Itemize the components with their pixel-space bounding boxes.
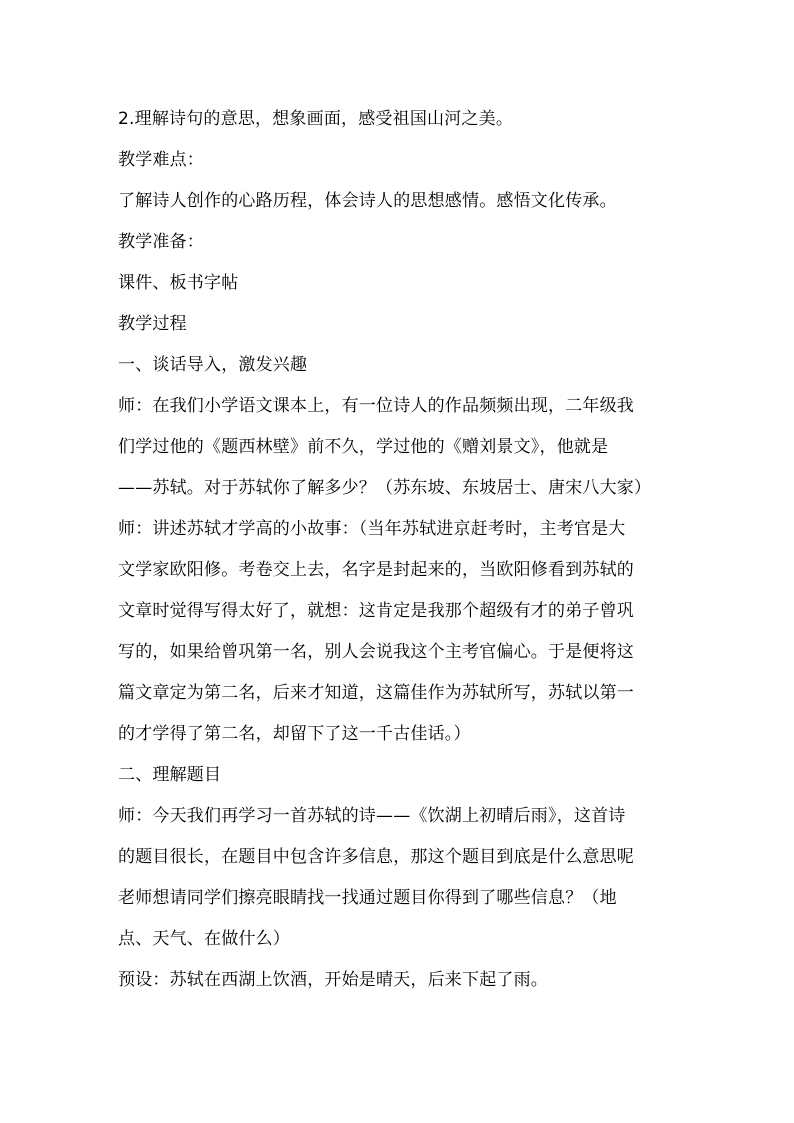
section-heading-2: 二、理解题目 [118,765,222,785]
heading-teaching-difficulty: 教学难点： [118,150,204,170]
paragraph-line: 预设：苏轼在西湖上饮酒，开始是晴天，后来下起了雨。 [118,970,548,990]
paragraph-line: 点、天气、在做什么） [118,929,290,949]
paragraph-line: 文章时觉得写得太好了，就想：这肯定是我那个超级有才的弟子曾巩 [118,601,634,621]
paragraph-line: 篇文章定为第二名，后来才知道，这篇佳作为苏轼所写，苏轼以第一 [118,683,634,703]
paragraph-line: 的才学得了第二名，却留下了这一千古佳话。） [118,724,471,744]
paragraph-line: ——苏轼。对于苏轼你了解多少？（苏东坡、东坡居士、唐宋八大家） [118,478,652,498]
teaching-difficulty-text: 了解诗人创作的心路历程，体会诗人的思想感情。感悟文化传承。 [118,191,617,211]
paragraph-line: 的题目很长，在题目中包含许多信息，那这个题目到底是什么意思呢 [118,847,634,867]
paragraph-line: 师：今天我们再学习一首苏轼的诗——《饮湖上初晴后雨》，这首诗 [118,806,626,826]
paragraph-line: 老师想请同学们擦亮眼睛找一找通过题目你得到了哪些信息？（地 [118,888,617,908]
paragraph-line: 文学家欧阳修。考卷交上去，名字是封起来的，当欧阳修看到苏轼的 [118,560,634,580]
heading-teaching-preparation: 教学准备： [118,232,204,252]
objective-2: 2.理解诗句的意思，想象画面，感受祖国山河之美。 [118,109,514,129]
heading-teaching-process: 教学过程 [118,314,187,334]
paragraph-line: 写的，如果给曾巩第一名，别人会说我这个主考官偏心。于是便将这 [118,642,634,662]
paragraph-line: 师：讲述苏轼才学高的小故事：（当年苏轼进京赶考时，主考官是大 [118,519,626,539]
paragraph-line: 师：在我们小学语文课本上，有一位诗人的作品频频出现，二年级我 [118,396,634,416]
paragraph-line: 们学过他的《题西林壁》前不久，学过他的《赠刘景文》，他就是 [118,437,609,457]
section-heading-1: 一、谈话导入，激发兴趣 [118,355,308,375]
teaching-preparation-text: 课件、板书字帖 [118,273,239,293]
